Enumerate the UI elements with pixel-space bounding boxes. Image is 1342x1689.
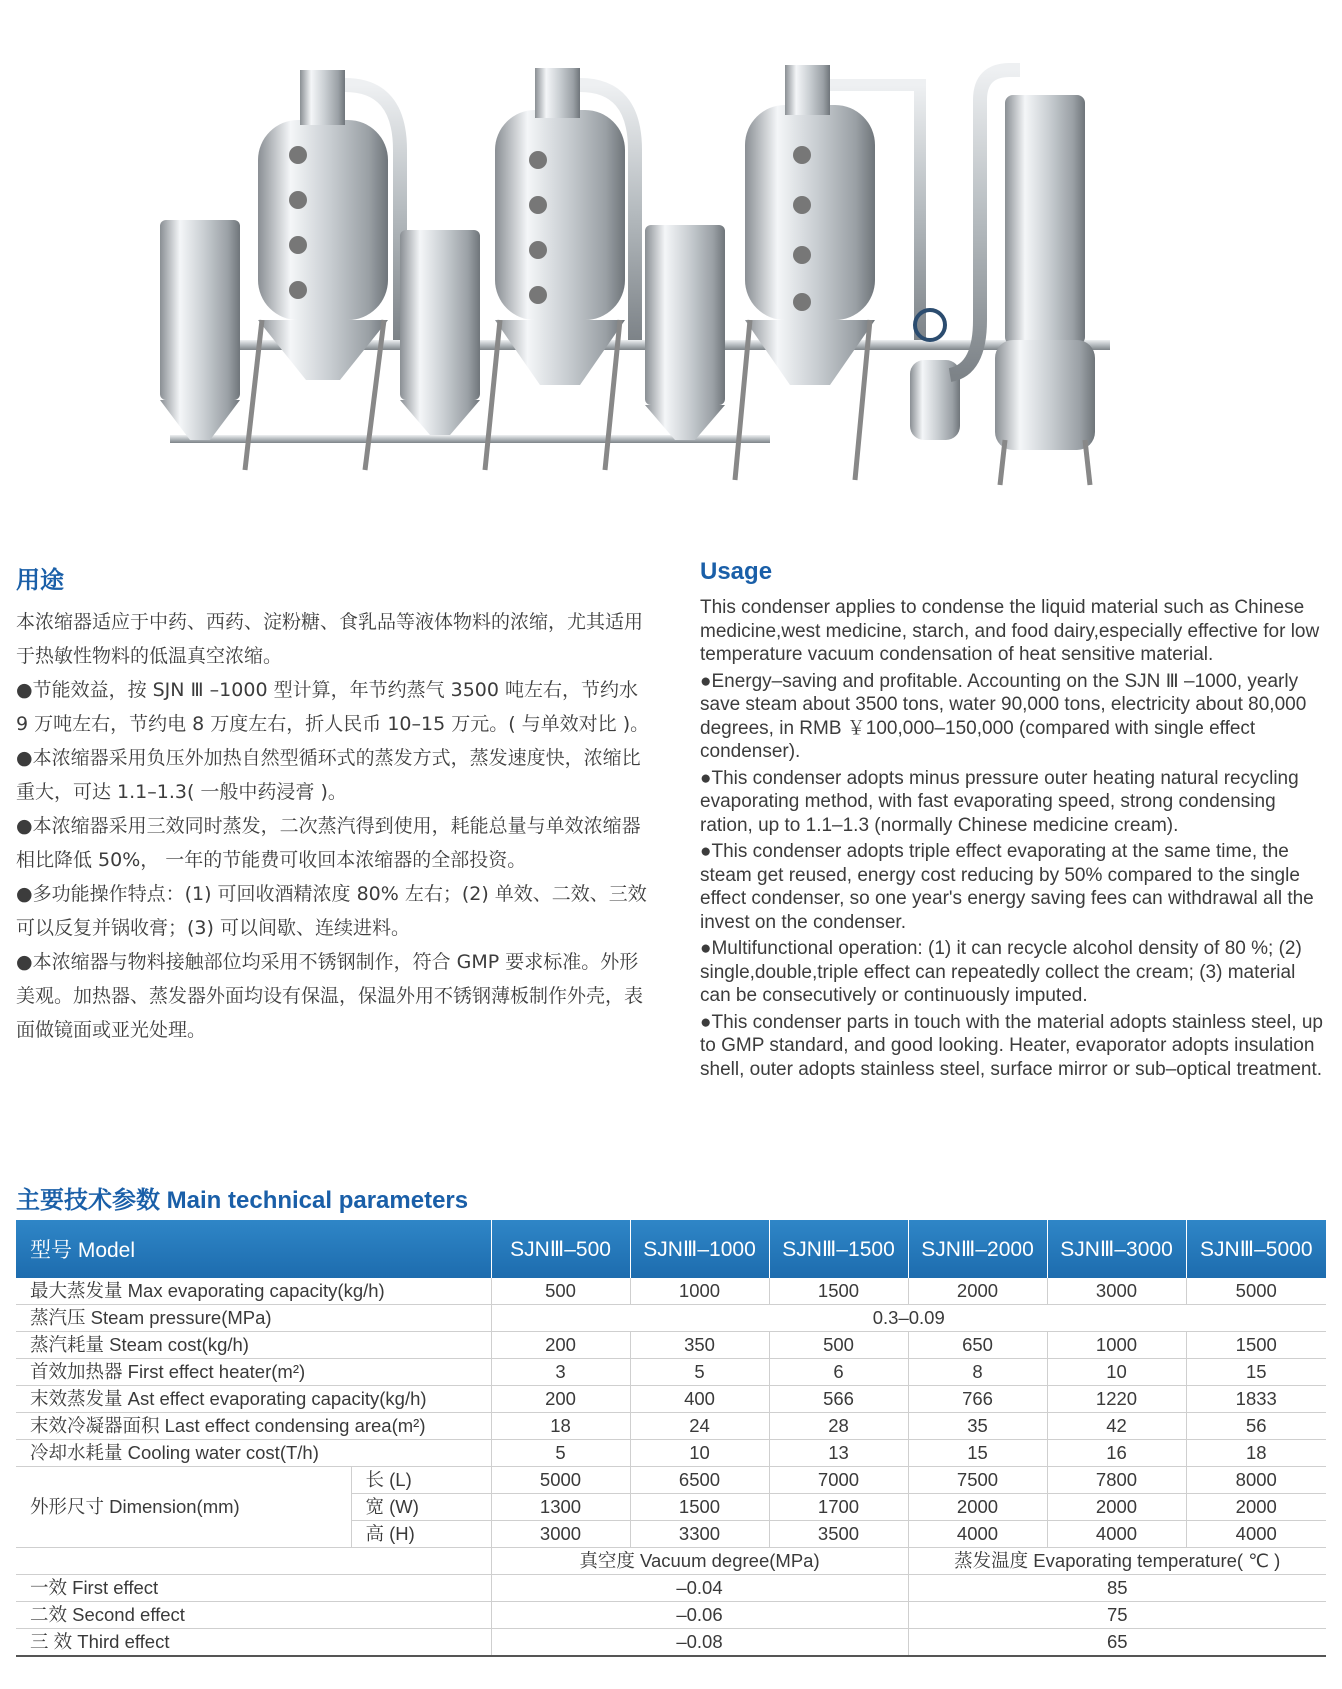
table-cell: 3000 (491, 1521, 630, 1548)
table-cell-merged: 0.3–0.09 (491, 1305, 1326, 1332)
row-label: 二效 Second effect (16, 1602, 491, 1629)
table-cell: 1300 (491, 1494, 630, 1521)
table-cell: 2000 (1186, 1494, 1326, 1521)
table-cell: 650 (908, 1332, 1047, 1359)
table-cell: 500 (491, 1278, 630, 1305)
usage-chinese-paragraph: ●本浓缩器采用三效同时蒸发，二次蒸汽得到使用，耗能总量与单效浓缩器相比降低 50%， 一年的节能费可收回本浓缩器的全部投资。 (16, 815, 641, 871)
usage-chinese-body (16, 605, 656, 1047)
table-cell: 6500 (630, 1467, 769, 1494)
usage-chinese-paragraph: ●本浓缩器与物料接触部位均采用不锈钢制作，符合 GMP 要求标准。外形美观。加热器、蒸发器外面均设有保温，保温外用不锈钢薄板制作外壳，表面做镜面或亚光处理。 (16, 951, 644, 1041)
row-label: 末效冷凝器面积 Last effect condensing area(m²) (16, 1413, 491, 1440)
table-cell: –0.04 (491, 1575, 908, 1602)
dimension-sub-label: 高 (H) (351, 1521, 491, 1548)
table-cell: 28 (769, 1413, 908, 1440)
usage-english-paragraph: ●This condenser parts in touch with the material adopts stainless steel, up to GMP standard, and good looking. Heater, evaporator adopts insulation shell, outer adopts stainless steel, surface mirror or sub–optical treatment. (700, 1011, 1323, 1080)
table-cell: 10 (630, 1440, 769, 1467)
table-cell: 24 (630, 1413, 769, 1440)
row-label: 末效蒸发量 Ast effect evaporating capacity(kg/h) (16, 1386, 491, 1413)
dimension-label: 外形尺寸 Dimension(mm) (16, 1467, 351, 1548)
usage-chinese-paragraph: ●节能效益，按 SJN Ⅲ –1000 型计算，年节约蒸气 3500 吨左右，节约水 9 万吨左右，节约电 8 万度左右，折人民币 10–15 万元。( 与单效对比 )。 (16, 679, 650, 735)
table-cell: 1500 (1186, 1332, 1326, 1359)
evaporator-illustration (150, 40, 1200, 540)
row-label: 蒸汽耗量 Steam cost(kg/h) (16, 1332, 491, 1359)
row-label (16, 1548, 491, 1575)
table-cell: 5 (630, 1359, 769, 1386)
table-cell: 3000 (1047, 1278, 1186, 1305)
table-cell: –0.08 (491, 1629, 908, 1657)
table-cell: 56 (1186, 1413, 1326, 1440)
model-column-header: SJNⅢ–2000 (908, 1220, 1047, 1278)
table-cell: 4000 (1047, 1521, 1186, 1548)
table-cell: 5 (491, 1440, 630, 1467)
table-cell: 5000 (1186, 1278, 1326, 1305)
table-cell: 6 (769, 1359, 908, 1386)
model-header: 型号 Model (16, 1220, 491, 1278)
usage-english-title: Usage (700, 558, 773, 585)
evaporating-temperature-header: 蒸发温度 Evaporating temperature( ℃ ) (908, 1548, 1326, 1575)
dimension-sub-label: 宽 (W) (351, 1494, 491, 1521)
usage-chinese-section (16, 560, 656, 1047)
table-cell: 85 (908, 1575, 1326, 1602)
table-cell: 500 (769, 1332, 908, 1359)
table-cell: 8 (908, 1359, 1047, 1386)
table-cell: 766 (908, 1386, 1047, 1413)
table-row (16, 1386, 1326, 1413)
table-cell: 1500 (769, 1278, 908, 1305)
table-cell: 3300 (630, 1521, 769, 1548)
table-cell: 400 (630, 1386, 769, 1413)
model-column-header: SJNⅢ–500 (491, 1220, 630, 1278)
table-row (16, 1467, 1326, 1494)
table-row (16, 1359, 1326, 1386)
parameters-table (16, 1220, 1326, 1657)
table-row (16, 1332, 1326, 1359)
table-cell: 200 (491, 1332, 630, 1359)
table-row (16, 1278, 1326, 1305)
table-header-row (16, 1220, 1326, 1278)
usage-english-section (700, 558, 1330, 1084)
table-cell: 1700 (769, 1494, 908, 1521)
table-cell: 18 (1186, 1440, 1326, 1467)
row-label: 冷却水耗量 Cooling water cost(T/h) (16, 1440, 491, 1467)
table-cell: 7800 (1047, 1467, 1186, 1494)
model-column-header: SJNⅢ–5000 (1186, 1220, 1326, 1278)
table-cell: 18 (491, 1413, 630, 1440)
table-row (16, 1548, 1326, 1575)
row-label: 三 效 Third effect (16, 1629, 491, 1657)
table-cell: 2000 (908, 1278, 1047, 1305)
row-label: 最大蒸发量 Max evaporating capacity(kg/h) (16, 1278, 491, 1305)
table-cell: 75 (908, 1602, 1326, 1629)
table-cell: 35 (908, 1413, 1047, 1440)
usage-english-body (700, 596, 1330, 1081)
usage-english-paragraph: ●Multifunctional operation: (1) it can recycle alcohol density of 80 %; (2) single,double,triple effect can repeatedly collect the cream; (3) material can be consecutively or continuously imputed. (700, 938, 1302, 1006)
table-cell: 3500 (769, 1521, 908, 1548)
table-cell: 15 (908, 1440, 1047, 1467)
table-cell: 7500 (908, 1467, 1047, 1494)
table-cell: 10 (1047, 1359, 1186, 1386)
dimension-sub-label: 长 (L) (351, 1467, 491, 1494)
table-cell: 4000 (1186, 1521, 1326, 1548)
table-cell: 1500 (630, 1494, 769, 1521)
table-row (16, 1305, 1326, 1332)
table-row (16, 1629, 1326, 1657)
usage-chinese-paragraph: ●多功能操作特点：(1) 可回收酒精浓度 80% 左右；(2) 单效、二效、三效可以反复并锅收膏；(3) 可以间歇、连续进料。 (16, 883, 647, 939)
vacuum-degree-header: 真空度 Vacuum degree(MPa) (491, 1548, 908, 1575)
table-cell: 16 (1047, 1440, 1186, 1467)
table-cell: 13 (769, 1440, 908, 1467)
usage-english-paragraph: This condenser applies to condense the liquid material such as Chinese medicine,west medicine, starch, and food dairy,especially effective for low temperature vacuum condensation of heat sensitive material. (700, 597, 1320, 665)
table-cell: 7000 (769, 1467, 908, 1494)
table-row (16, 1575, 1326, 1602)
row-label: 首效加热器 First effect heater(m²) (16, 1359, 491, 1386)
table-cell: 3 (491, 1359, 630, 1386)
table-cell: 65 (908, 1629, 1326, 1657)
parameters-table-title: 主要技术参数 Main technical parameters (16, 1187, 469, 1214)
usage-english-paragraph: ●Energy–saving and profitable. Accounting on the SJN Ⅲ –1000, yearly save steam about 3500 tons, water 90,000 tons, electricity about 80,000 degrees, in RMB ￥100,000–150,000 (compared with single effect condenser). (700, 670, 1307, 762)
table-cell: 2000 (1047, 1494, 1186, 1521)
table-cell: 15 (1186, 1359, 1326, 1386)
table-cell: 1833 (1186, 1386, 1326, 1413)
model-column-header: SJNⅢ–3000 (1047, 1220, 1186, 1278)
table-cell: 2000 (908, 1494, 1047, 1521)
table-cell: 8000 (1186, 1467, 1326, 1494)
table-row (16, 1602, 1326, 1629)
table-cell: 1000 (1047, 1332, 1186, 1359)
usage-english-paragraph: ●This condenser adopts triple effect evaporating at the same time, the steam get reused, energy cost reducing by 50% compared to the single effect condenser, so one year's energy saving fees can withdrawal all the invest on the condenser. (700, 841, 1314, 933)
table-cell: 200 (491, 1386, 630, 1413)
row-label: 一效 First effect (16, 1575, 491, 1602)
usage-chinese-title: 用途 (16, 567, 64, 594)
usage-chinese-paragraph: 本浓缩器适应于中药、西药、淀粉糖、食乳品等液体物料的浓缩，尤其适用于热敏性物料的低温真空浓缩。 (16, 611, 644, 667)
usage-chinese-paragraph: ●本浓缩器采用负压外加热自然型循环式的蒸发方式，蒸发速度快，浓缩比重大，可达 1.1–1.3( 一般中药浸膏 )。 (16, 747, 641, 803)
table-cell: 5000 (491, 1467, 630, 1494)
table-cell: –0.06 (491, 1602, 908, 1629)
table-row (16, 1413, 1326, 1440)
table-cell: 350 (630, 1332, 769, 1359)
parameters-table-wrapper (16, 1220, 1326, 1657)
table-cell: 1220 (1047, 1386, 1186, 1413)
table-cell: 42 (1047, 1413, 1186, 1440)
usage-english-paragraph: ●This condenser adopts minus pressure outer heating natural recycling evaporating method, with fast evaporating speed, strong condensing ration, up to 1.1–1.3 (normally Chinese medicine cream). (700, 767, 1299, 836)
row-label: 蒸汽压 Steam pressure(MPa) (16, 1305, 491, 1332)
table-cell: 1000 (630, 1278, 769, 1305)
model-column-header: SJNⅢ–1000 (630, 1220, 769, 1278)
table-row (16, 1440, 1326, 1467)
model-column-header: SJNⅢ–1500 (769, 1220, 908, 1278)
table-cell: 566 (769, 1386, 908, 1413)
table-cell: 4000 (908, 1521, 1047, 1548)
